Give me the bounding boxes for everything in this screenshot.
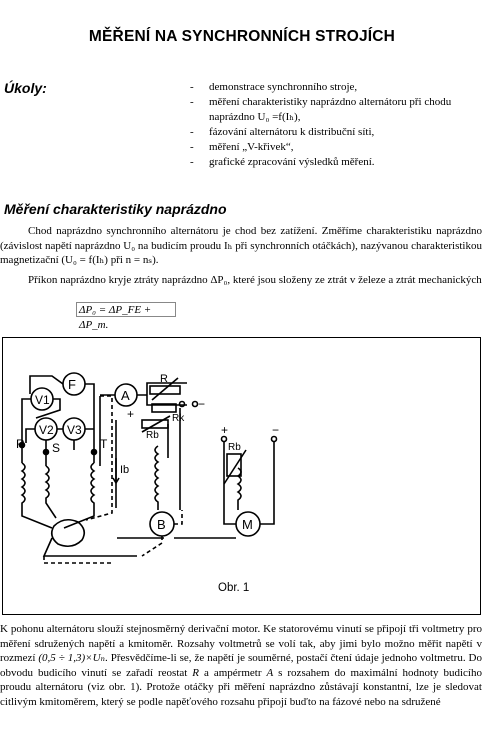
- rheostat-label: Rb: [228, 442, 241, 453]
- list-item: - demonstrace synchronního stroje,: [190, 81, 358, 93]
- paragraph-1: Chod naprázdno synchronního alternátoru je chod bez zatížení. Změříme charakteristiku naprázdno (závislost napětí naprázdno U₀ na budicím proudu Iₕ při synchronních otáčkách), nazývanou charakteristikou magnetizační (U₀ = f(Iₕ) při n = nₛ).: [0, 225, 482, 266]
- tasks-list: [190, 80, 480, 170]
- formula-box: ΔP₀ = ΔP_FE + ΔP_m.: [76, 302, 176, 317]
- rheostat-label: R: [160, 373, 168, 385]
- page-title: MĚŘENÍ NA SYNCHRONNÍCH STROJÍCH: [88, 28, 396, 45]
- rheostat-label: Rb: [146, 430, 159, 441]
- tasks-heading: Úkoly:: [4, 80, 47, 96]
- phase-label: R: [16, 437, 25, 451]
- section-heading: Měření charakteristiky naprázdno: [4, 201, 227, 217]
- figure-caption: Obr. 1: [218, 582, 250, 594]
- ammeter-label: A: [121, 388, 130, 403]
- phase-label: S: [52, 441, 61, 455]
- voltmeter-label: V1: [35, 393, 50, 407]
- plus-label: +: [127, 407, 135, 421]
- frequency-meter-label: F: [68, 377, 76, 392]
- voltmeter-label: V2: [39, 423, 54, 437]
- list-item: - měření charakteristiky naprázdno alternátoru při chodu naprázdno U₀ =f(Iₕ),: [190, 96, 452, 123]
- paragraph-2: Příkon naprázdno kryje ztráty naprázdno ΔP₀, které jsou složeny ze ztrát v železe a ztrát mechanických: [28, 274, 482, 286]
- machine-label: M: [242, 517, 253, 532]
- rheostat-label: Rk: [172, 413, 185, 424]
- minus-label: −: [272, 423, 280, 437]
- minus-label: −: [198, 397, 206, 411]
- current-label: Ib: [120, 464, 130, 476]
- plus-label: +: [221, 423, 229, 437]
- list-item: - grafické zpracování výsledků měření.: [190, 156, 375, 168]
- voltmeter-label: V3: [67, 423, 82, 437]
- phase-label: T: [100, 437, 108, 451]
- list-item: - fázování alternátoru k distribuční síti,: [190, 126, 375, 138]
- circuit-diagram: [2, 338, 480, 578]
- paragraph-3: K pohonu alternátoru slouží stejnosměrný derivační motor. Ke statorovému vinutí se připojí tři voltmetry pro měření sdružených napětí a kmitoměr. Rozsahy voltmetrů se volí tak, aby jimi bylo možno měřit napětí v rozmezí (0,5 ÷ 1,3)×Uₙ. Přesvědčíme-li se, že napětí je souměrné, postačí čtení údaje jednoho voltmetru. Do obvodu budicího vinutí se zařadí reostat R a ampérmetr A s rozsahem do maximální hodnoty budicího proudu alternátoru (viz obr. 1). Protože otáčky při měření naprázdno zůstávají konstantní, lze je sledovat citlivým kmitoměrem, který se podle napěťového rozsahu připojí buďto na fázové nebo na sdružené: [0, 623, 482, 708]
- machine-label: B: [157, 517, 166, 532]
- list-item: - měření „V-křivek“,: [190, 141, 294, 153]
